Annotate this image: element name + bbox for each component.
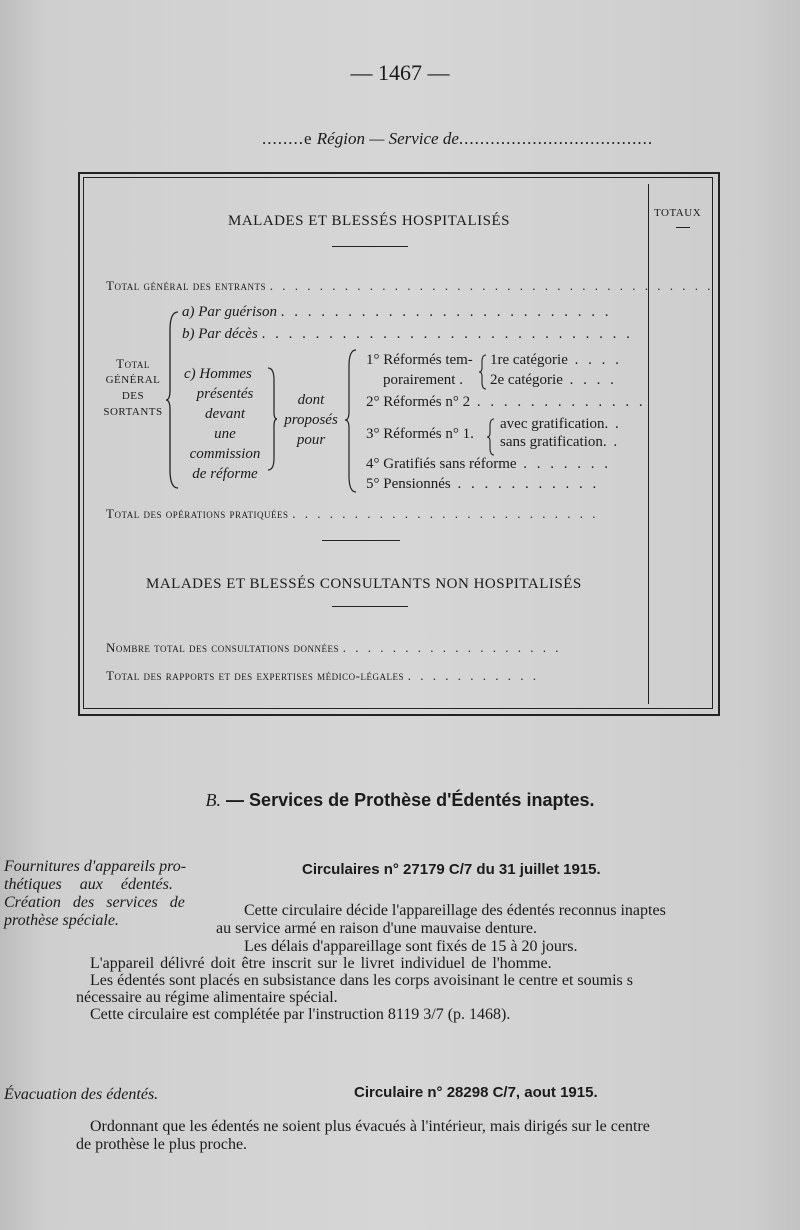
reformes-2-label: 2° Réformés n° 2 — [366, 394, 471, 410]
gratifies-label: 4° Gratifiés sans réforme — [366, 456, 517, 472]
total-operations-row: Total des opérations pratiquées . . . . . . . . . . . . . . . . . . . . . . . . . — [106, 506, 599, 521]
region-suffix: ..................................... — [458, 129, 654, 148]
side-label-line-1: Total — [116, 356, 150, 371]
commission-line-1: c) Hommes — [184, 366, 252, 382]
row-reformes-temp-2: porairement . — [383, 372, 463, 388]
para1-line-7: Cette circulaire est complétée par l'instruction 8119 3/7 (p. 1468). — [90, 1006, 511, 1023]
dont-brace-icon — [344, 348, 358, 494]
row-deces-label: b) Par décès — [182, 326, 258, 342]
section-letter: B. — [205, 790, 222, 810]
commission-brace-icon — [266, 366, 278, 472]
margin-note-evacuation: Évacuation des édentés. — [4, 1086, 159, 1103]
commission-line-6: de réforme — [192, 466, 258, 482]
sans-gratification-label: sans gratification. — [500, 434, 607, 450]
page-number: — 1467 — — [350, 60, 450, 85]
total-operations-label: Total des opérations pratiquées — [106, 506, 289, 521]
total-rapports-row: Total des rapports et des expertises médico-légales . . . . . . . . . . . — [106, 668, 539, 683]
row-reformes-1: 3° Réformés n° 1. — [366, 426, 474, 442]
heading-consultants: MALADES ET BLESSÉS CONSULTANTS NON HOSPITALISÉS — [146, 576, 582, 592]
total-rapports-label: Total des rapports et des expertises médico-légales — [106, 668, 404, 683]
row-categorie-2: 2e catégorie . . . . — [490, 372, 617, 388]
dont-line-3: pour — [296, 432, 326, 448]
row-gratifies: 4° Gratifiés sans réforme . . . . . . . — [366, 456, 612, 472]
para2-line-1: Ordonnant que les édentés ne soient plus évacués à l'intérieur, mais dirigés sur le centre — [90, 1118, 650, 1135]
total-entrants-label: Total général des entrants — [106, 278, 266, 293]
pensionnes-label: 5° Pensionnés — [366, 476, 451, 492]
gratification-brace-icon — [486, 418, 496, 456]
region-line — [262, 129, 653, 149]
categorie-brace-icon — [478, 354, 488, 390]
section-title-text: — Services de Prothèse d'Édentés inaptes. — [226, 790, 595, 810]
row-guerison: a) Par guérison . . . . . . . . . . . . . . . . . . . . . . . . . — [182, 304, 612, 320]
categorie-1-label: 1re catégorie — [490, 352, 568, 368]
row-pensionnes: 5° Pensionnés . . . . . . . . . . . — [366, 476, 600, 492]
region-prefix: ........e — [262, 129, 313, 148]
heading-rule-1 — [332, 246, 408, 247]
circulaire-28298-title: Circulaire n° 28298 C/7, aout 1915. — [354, 1084, 598, 1101]
categorie-2-label: 2e catégorie — [490, 372, 563, 388]
margin-note-line-2: thétiques aux édentés. — [4, 876, 173, 893]
row-guerison-label: a) Par guérison — [182, 304, 277, 320]
para1-line-1: Cette circulaire décide l'appareillage des édentés reconnus inaptes — [244, 902, 666, 919]
section-title — [0, 790, 800, 811]
para1-line-2: au service armé en raison d'une mauvaise denture. — [216, 920, 537, 937]
side-label-total-general — [98, 356, 168, 420]
left-brace-icon — [166, 310, 180, 490]
row-sans-gratification: sans gratification. . — [500, 434, 621, 450]
totaux-header: TOTAUX — [654, 207, 702, 219]
margin-note-fournitures — [4, 858, 186, 930]
side-label-line-3: DES — [121, 390, 145, 402]
heading-hospitalises: MALADES ET BLESSÉS HOSPITALISÉS — [228, 213, 510, 229]
margin-note-line-1: Fournitures d'appareils pro- — [4, 858, 187, 875]
commission-line-2: présentés — [196, 386, 254, 402]
heading-rule-2 — [332, 606, 408, 607]
commission-line-5: commission — [189, 446, 261, 462]
mid-rule — [322, 540, 400, 541]
para1-line-4: L'appareil délivré doit être inscrit sur le livret individuel de l'homme. — [90, 955, 552, 972]
para2-line-2: de prothèse le plus proche. — [76, 1136, 248, 1153]
avec-gratification-label: avec gratification. — [500, 416, 609, 432]
margin-note-line-3: Création des services de — [4, 894, 185, 911]
row-deces: b) Par décès . . . . . . . . . . . . . . . . . . . . . . . . . . . . — [182, 326, 633, 342]
side-label-line-4: SORTANTS — [103, 406, 163, 418]
dont-line-2: proposés — [284, 412, 338, 428]
totaux-column-divider — [648, 184, 649, 704]
row-categorie-1: 1re catégorie . . . . — [490, 352, 622, 368]
commission-line-3: devant — [205, 406, 245, 422]
commission-line-4: une — [214, 426, 236, 442]
margin-note-line-4: prothèse spéciale. — [4, 912, 119, 929]
circulaire-27179-title: Circulaires n° 27179 C/7 du 31 juillet 1915. — [302, 861, 601, 878]
dont-proposes-block — [282, 390, 340, 450]
nombre-consultations-row: Nombre total des consultations données . . . . . . . . . . . . . . . . . . — [106, 640, 562, 655]
row-reformes-2: 2° Réformés n° 2 . . . . . . . . . . . . . — [366, 394, 646, 410]
totaux-dash — [676, 227, 690, 228]
row-avec-gratification: avec gratification. . — [500, 416, 622, 432]
dont-line-1: dont — [297, 392, 325, 408]
para1-line-6: nécessaire au régime alimentaire spécial. — [76, 989, 338, 1006]
side-label-line-2: GÉNÉRAL — [105, 374, 161, 386]
commission-block — [184, 364, 266, 484]
region-text: Région — Service de — [316, 129, 459, 148]
total-entrants-row: Total général des entrants . . . . . . . . . . . . . . . . . . . . . . . . . . . . . . . . . . . . — [106, 278, 714, 293]
nombre-consultations-label: Nombre total des consultations données — [106, 640, 339, 655]
row-reformes-temp-1: 1° Réformés tem- — [366, 352, 473, 368]
para1-line-5: Les édentés sont placés en subsistance dans les corps avoisinant le centre et soumis s — [90, 972, 633, 989]
para1-line-3: Les délais d'appareillage sont fixés de 15 à 20 jours. — [244, 938, 578, 955]
